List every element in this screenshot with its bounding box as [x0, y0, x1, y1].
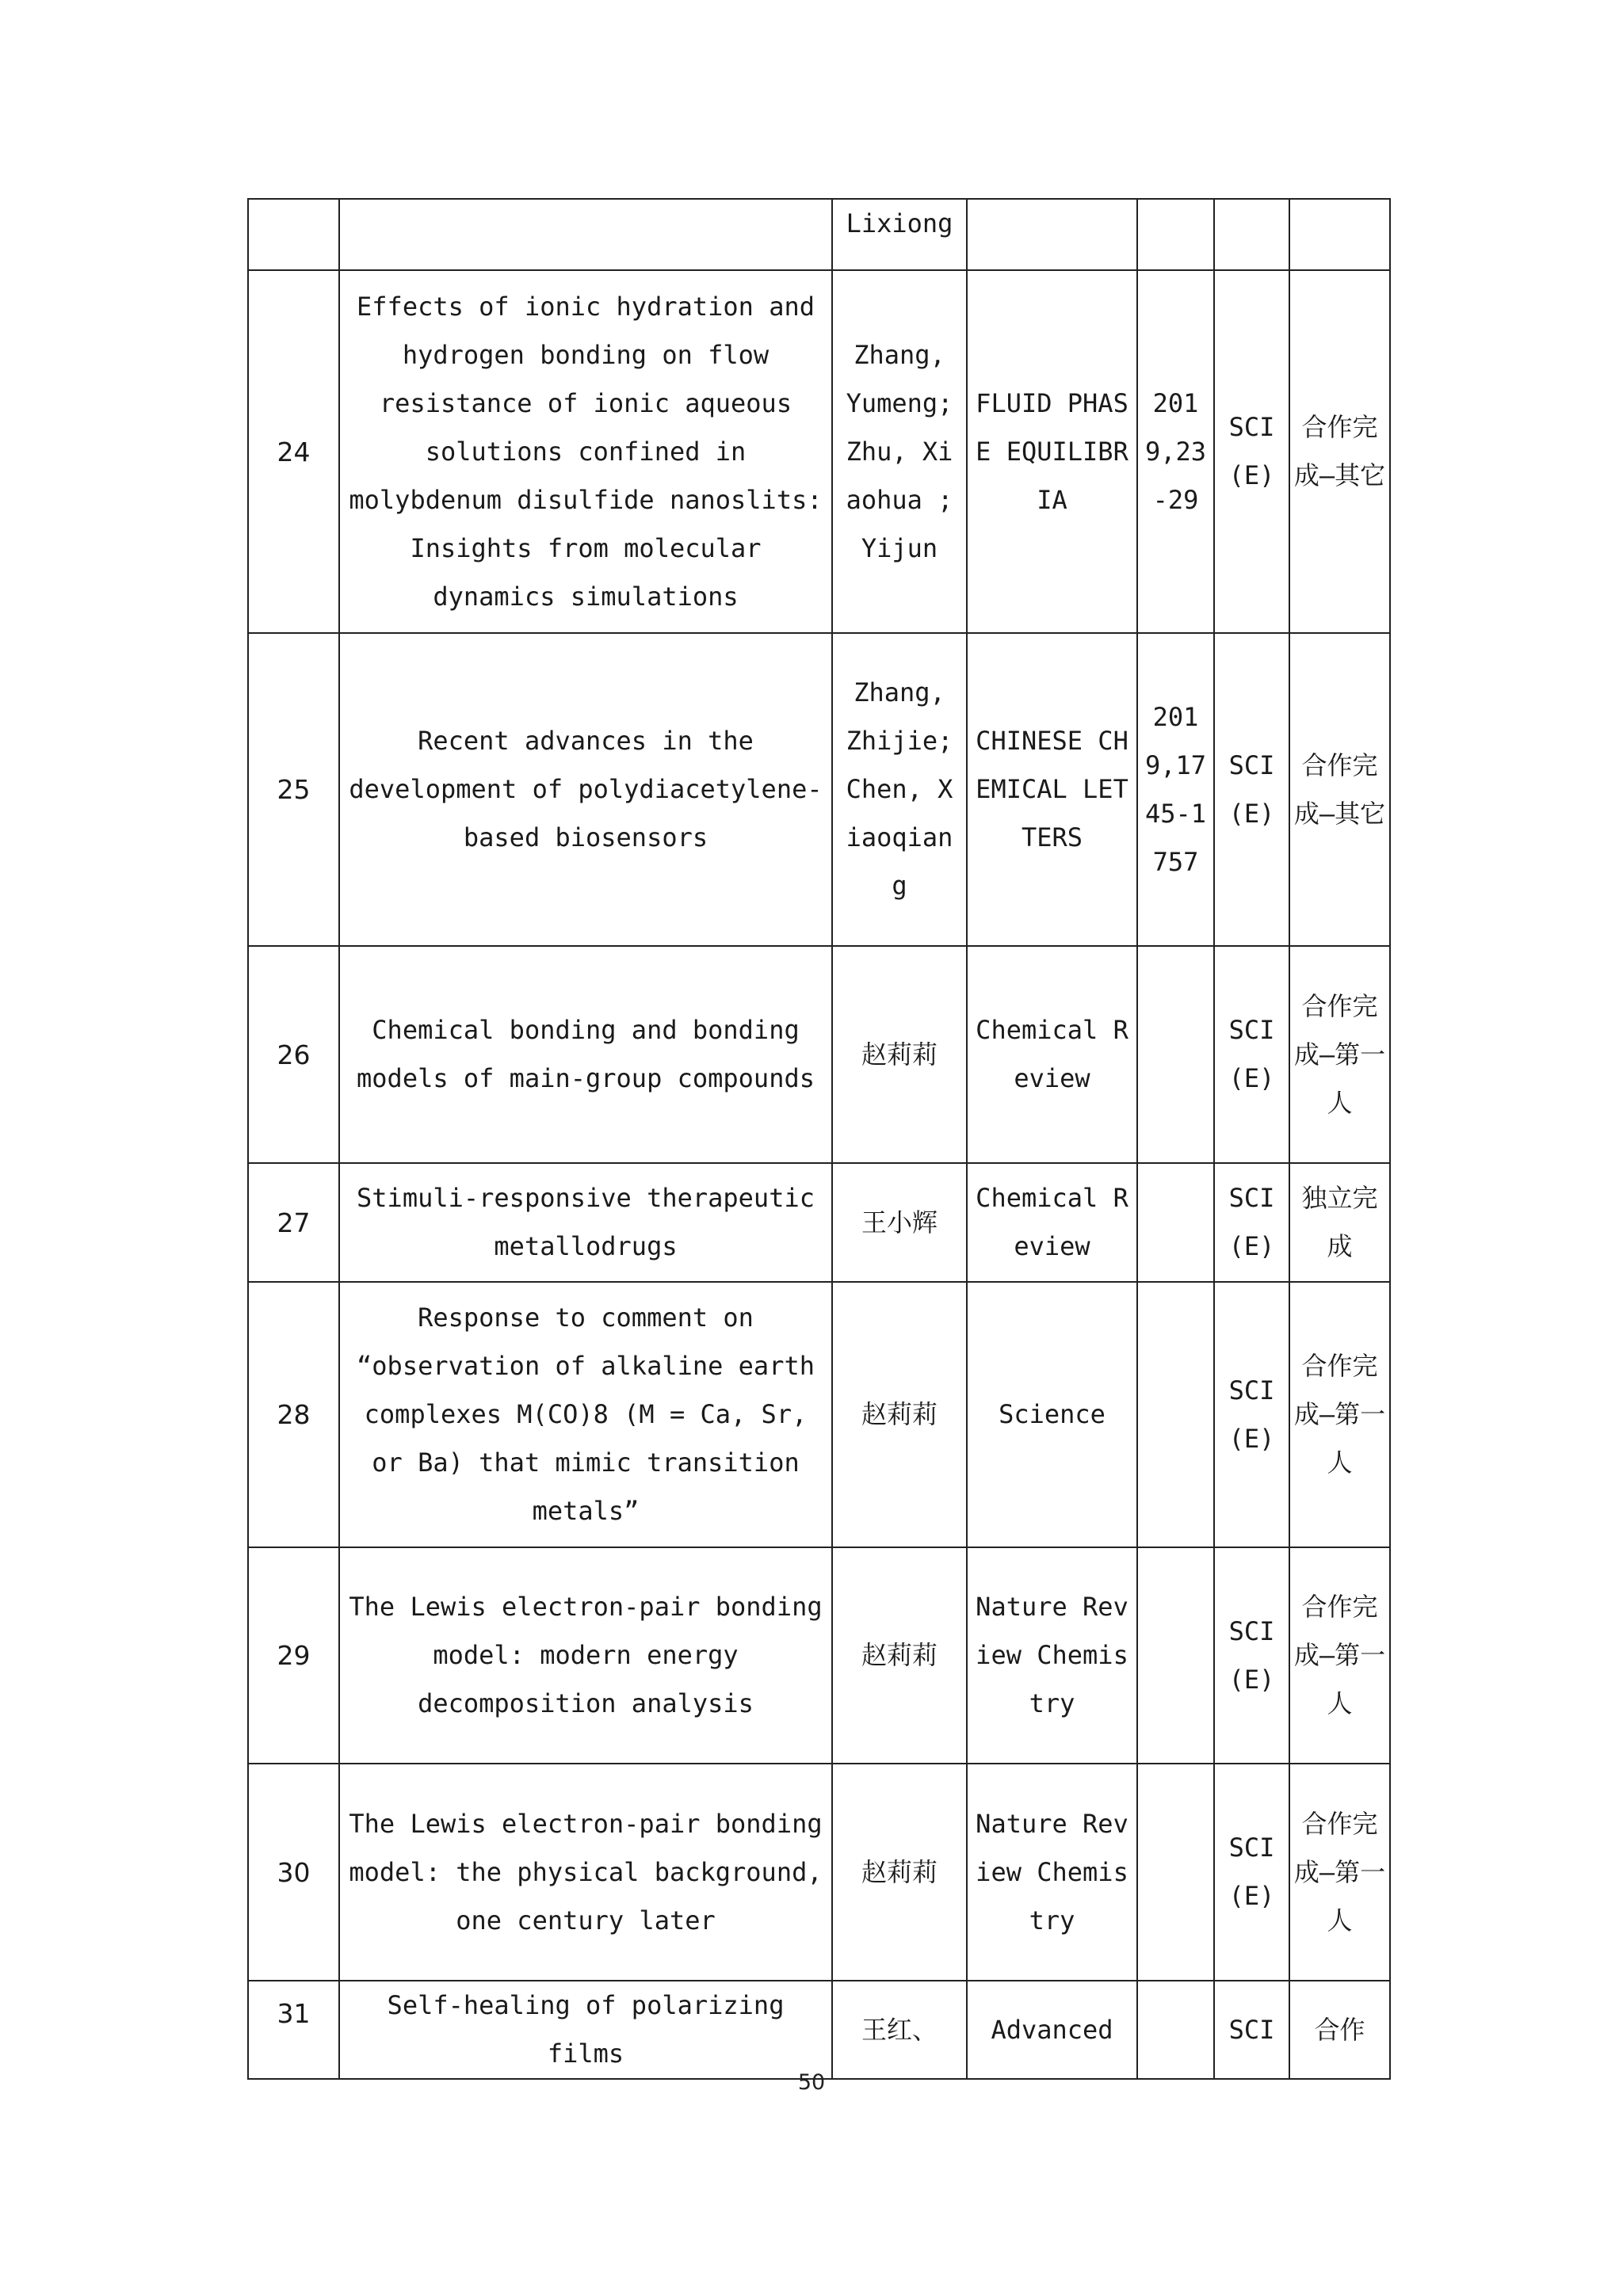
table-row	[248, 1547, 1390, 1764]
year-pages	[1137, 199, 1214, 270]
year-pages	[1137, 1981, 1214, 2079]
table-row	[248, 1282, 1390, 1547]
publication-table	[247, 198, 1391, 2080]
completion-status: 合作完成—第一人	[1289, 1547, 1390, 1764]
paper-title: Chemical bonding and bonding models of main-group compounds	[339, 946, 832, 1163]
completion-status: 合作完成—第一人	[1289, 1282, 1390, 1547]
year-pages: 2019,1745-1757	[1137, 633, 1214, 946]
authors: 王小辉	[832, 1163, 967, 1282]
paper-title: Stimuli-responsive therapeutic metallodrugs	[339, 1163, 832, 1282]
paper-title: The Lewis electron-pair bonding model: modern energy decomposition analysis	[339, 1547, 832, 1764]
page-number: 50	[797, 2070, 826, 2095]
index-type: SCI (E)	[1214, 1282, 1289, 1547]
year-pages: 2019,23-29	[1137, 270, 1214, 633]
table-row	[248, 633, 1390, 946]
table-row	[248, 270, 1390, 633]
table-row	[248, 199, 1390, 270]
paper-title: Response to comment on “observation of alkaline earth complexes M(CO)8 (M = Ca, Sr, or Ba) that mimic transition metals”	[339, 1282, 832, 1547]
index-type: SCI (E)	[1214, 1163, 1289, 1282]
journal: Science	[967, 1282, 1137, 1547]
paper-title: Self-healing of polarizing films	[339, 1981, 832, 2079]
completion-status: 独立完成	[1289, 1163, 1390, 1282]
journal: Advanced	[967, 1981, 1137, 2079]
table-row	[248, 1163, 1390, 1282]
year-pages	[1137, 1764, 1214, 1981]
journal: Chemical Review	[967, 1163, 1137, 1282]
completion-status: 合作完成—其它	[1289, 270, 1390, 633]
index-type: SCI (E)	[1214, 633, 1289, 946]
authors: Lixiong	[832, 199, 967, 270]
paper-title	[339, 199, 832, 270]
completion-status: 合作完成—其它	[1289, 633, 1390, 946]
journal: FLUID PHASE EQUILIBRIA	[967, 270, 1137, 633]
row-number: 24	[248, 270, 339, 633]
completion-status: 合作完成—第一人	[1289, 946, 1390, 1163]
year-pages	[1137, 1282, 1214, 1547]
journal: CHINESE CHEMICAL LETTERS	[967, 633, 1137, 946]
index-type: SCI	[1214, 1981, 1289, 2079]
authors: 赵莉莉	[832, 1764, 967, 1981]
index-type: SCI (E)	[1214, 270, 1289, 633]
year-pages	[1137, 1547, 1214, 1764]
paper-title: Recent advances in the development of polydiacetylene-based biosensors	[339, 633, 832, 946]
authors: 王红、	[832, 1981, 967, 2079]
authors: Zhang, Yumeng; Zhu, Xiaohua ;Yijun	[832, 270, 967, 633]
table-row	[248, 946, 1390, 1163]
completion-status	[1289, 199, 1390, 270]
authors: 赵莉莉	[832, 946, 967, 1163]
index-type: SCI (E)	[1214, 946, 1289, 1163]
table-row	[248, 1764, 1390, 1981]
row-number: 30	[248, 1764, 339, 1981]
authors: 赵莉莉	[832, 1282, 967, 1547]
completion-status: 合作完成—第一人	[1289, 1764, 1390, 1981]
index-type	[1214, 199, 1289, 270]
row-number: 25	[248, 633, 339, 946]
authors: Zhang, Zhijie; Chen, Xiaoqiang	[832, 633, 967, 946]
row-number: 26	[248, 946, 339, 1163]
year-pages	[1137, 1163, 1214, 1282]
authors: 赵莉莉	[832, 1547, 967, 1764]
index-type: SCI (E)	[1214, 1764, 1289, 1981]
row-number: 27	[248, 1163, 339, 1282]
journal: Chemical Review	[967, 946, 1137, 1163]
row-number: 29	[248, 1547, 339, 1764]
completion-status: 合作	[1289, 1981, 1390, 2079]
row-number: 31	[248, 1981, 339, 2079]
row-number: 28	[248, 1282, 339, 1547]
table-row	[248, 1981, 1390, 2079]
journal: Nature Review Chemistry	[967, 1764, 1137, 1981]
year-pages	[1137, 946, 1214, 1163]
journal	[967, 199, 1137, 270]
row-number	[248, 199, 339, 270]
index-type: SCI (E)	[1214, 1547, 1289, 1764]
paper-title: The Lewis electron-pair bonding model: the physical background, one century later	[339, 1764, 832, 1981]
journal: Nature Review Chemistry	[967, 1547, 1137, 1764]
paper-title: Effects of ionic hydration and hydrogen bonding on flow resistance of ionic aqueous solutions confined in molybdenum disulfide nanoslits: Insights from molecular dynamics simulations	[339, 270, 832, 633]
